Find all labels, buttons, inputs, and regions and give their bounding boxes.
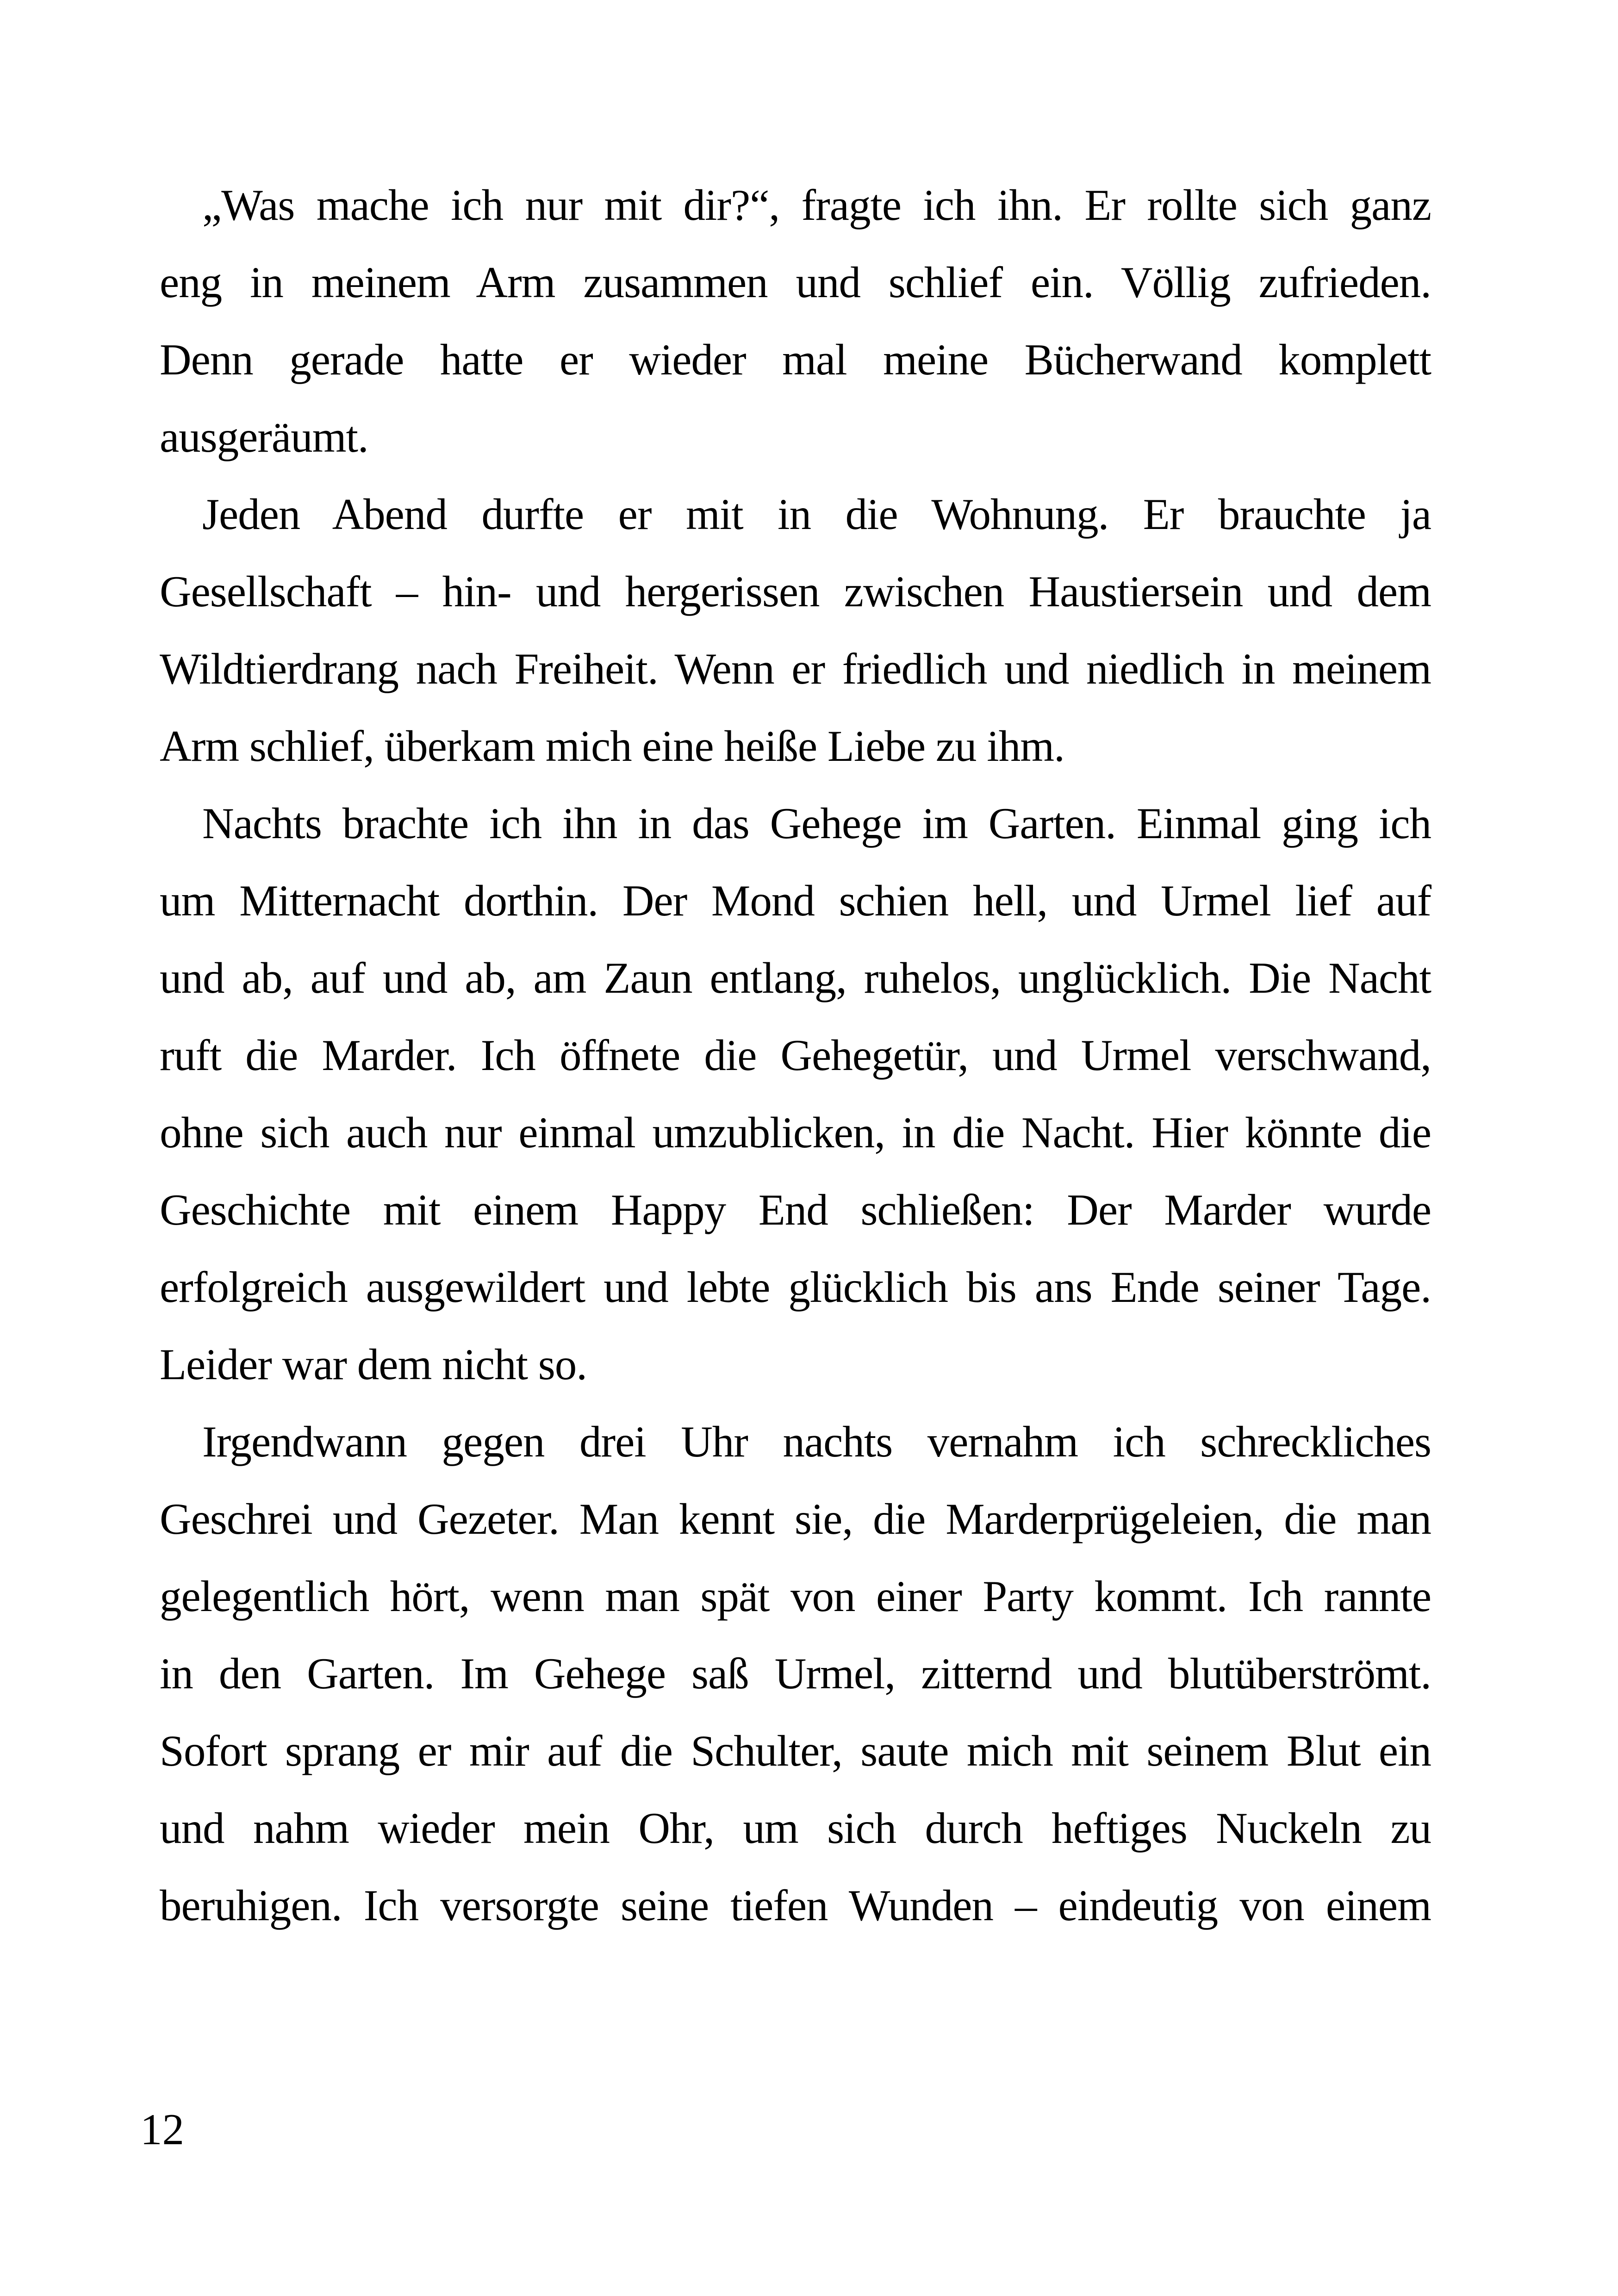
text-line: Arm schlief, überkam mich eine heiße Liebe zu ihm. <box>160 722 1064 771</box>
text-line: „Was mache ich nur mit dir?“, fragte ich ihn. Er rollte sich ganz <box>202 180 1431 230</box>
paragraph-2 <box>160 476 1431 785</box>
text-line: und nahm wieder mein Ohr, um sich durch heftiges Nuckeln zu <box>160 1804 1431 1853</box>
text-line: gelegentlich hört, wenn man spät von einer Party kommt. Ich rannte <box>160 1572 1431 1621</box>
text-line: Wildtierdrang nach Freiheit. Wenn er friedlich und niedlich in meinem <box>160 644 1431 693</box>
paragraph-4 <box>160 1403 1431 1944</box>
text-line: Sofort sprang er mir auf die Schulter, saute mich mit seinem Blut ein <box>160 1726 1431 1775</box>
text-line: Nachts brachte ich ihn in das Gehege im Garten. Einmal ging ich <box>202 799 1431 848</box>
text-line: und ab, auf und ab, am Zaun entlang, ruhelos, unglücklich. Die Nacht <box>160 953 1431 1002</box>
text-line: Geschrei und Gezeter. Man kennt sie, die Marderprügeleien, die man <box>160 1494 1431 1543</box>
text-line: erfolgreich ausgewildert und lebte glücklich bis ans Ende seiner Tage. <box>160 1263 1431 1312</box>
paragraph-1 <box>160 167 1431 476</box>
text-line: ausgeräumt. <box>160 412 368 461</box>
text-line: eng in meinem Arm zusammen und schlief ein. Völlig zufrieden. <box>160 258 1431 307</box>
text-line: beruhigen. Ich versorgte seine tiefen Wunden – eindeutig von einem <box>160 1881 1431 1930</box>
text-line: ruft die Marder. Ich öffnete die Gehegetür, und Urmel verschwand, <box>160 1031 1431 1080</box>
text-line: Geschichte mit einem Happy End schließen: Der Marder wurde <box>160 1185 1431 1234</box>
page-number: 12 <box>140 2105 184 2154</box>
text-line: Denn gerade hatte er wieder mal meine Bücherwand komplett <box>160 335 1431 384</box>
text-line: ohne sich auch nur einmal umzublicken, in die Nacht. Hier könnte die <box>160 1108 1431 1157</box>
paragraph-3 <box>160 785 1431 1403</box>
text-line: Irgendwann gegen drei Uhr nachts vernahm ich schreckliches <box>202 1417 1431 1466</box>
text-line: in den Garten. Im Gehege saß Urmel, zitternd und blutüberströmt. <box>160 1649 1431 1698</box>
text-line: Gesellschaft – hin- und hergerissen zwischen Haustiersein und dem <box>160 567 1431 616</box>
text-line: um Mitternacht dorthin. Der Mond schien hell, und Urmel lief auf <box>160 876 1431 925</box>
text-line: Leider war dem nicht so. <box>160 1340 587 1389</box>
page-text <box>160 167 1431 1944</box>
text-line: Jeden Abend durfte er mit in die Wohnung. Er brauchte ja <box>202 490 1431 539</box>
